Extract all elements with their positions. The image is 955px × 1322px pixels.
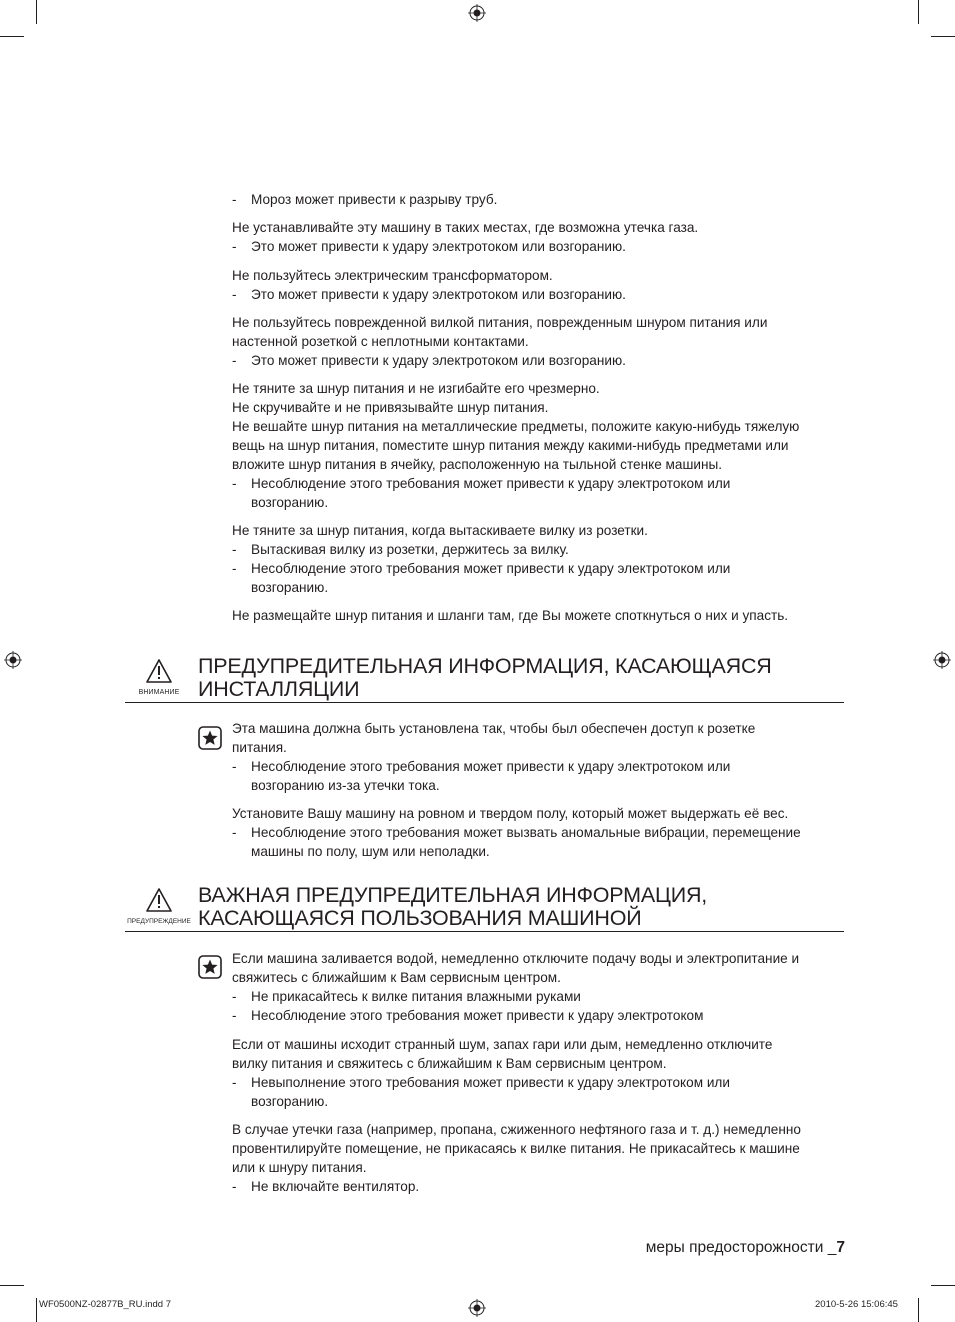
bullet-item: - Несоблюдение этого требования может привести к удару электротоком или возгоранию. xyxy=(232,561,731,595)
bullet-item: - Несоблюдение этого требования может привести к удару электротоком или возгоранию. xyxy=(232,476,731,510)
section-divider xyxy=(125,931,844,932)
crop-mark xyxy=(36,0,37,24)
section-divider xyxy=(125,702,844,703)
warning-triangle-icon xyxy=(145,887,173,913)
footer-section-name: меры предосторожности _ xyxy=(645,1239,837,1256)
bullet-item: - Не включайте вентилятор. xyxy=(232,1179,420,1194)
section-heading: ПРЕДУПРЕДИТЕЛЬНАЯ ИНФОРМАЦИЯ, КАСАЮЩАЯСЯ ИНСТАЛЛЯЦИИ xyxy=(198,654,772,701)
bullet-item: - Несоблюдение этого требования может привести к удару электротоком или возгоранию из-за утечки тока. xyxy=(232,759,731,793)
bullet-item: - Вытаскивая вилку из розетки, держитесь за вилку. xyxy=(232,542,569,557)
caution-label: ВНИМАНИЕ xyxy=(138,689,180,696)
crop-mark xyxy=(0,36,24,37)
paragraph: Не размещайте шнур питания и шланги там, где Вы можете споткнуться о них и упасть. xyxy=(232,608,789,623)
paragraph: Не тяните за шнур питания и не изгибайте его чрезмерно. Не скручивайте и не привязывайте шнур питания. Не вешайте шнур питания на металлические предметы, положите какую-нибудь тяжелую вещь на шнур питания, поместите шнур питания между какими-нибудь предметами или вложите шнур питания в ячейку, расположенную на тыльной стенке машины. xyxy=(232,381,800,472)
section-heading: ВАЖНАЯ ПРЕДУПРЕДИТЕЛЬНАЯ ИНФОРМАЦИЯ, КАСАЮЩАЯСЯ ПОЛЬЗОВАНИЯ МАШИНОЙ xyxy=(198,883,708,930)
crop-mark xyxy=(931,36,955,37)
bullet-item: - Это может привести к удару электротоком или возгоранию. xyxy=(232,239,626,254)
star-note-icon xyxy=(198,726,222,750)
registration-mark-icon xyxy=(468,4,486,22)
paragraph: Не тяните за шнур питания, когда вытаскиваете вилку из розетки. xyxy=(232,523,648,538)
page-number: 7 xyxy=(836,1239,845,1256)
bullet-item: - Это может привести к удару электротоком или возгоранию. xyxy=(232,287,626,302)
paragraph: Если машина заливается водой, немедленно отключите подачу воды и электропитание и свяжитесь с ближайшим к Вам сервисным центром. xyxy=(232,951,800,985)
bullet-item: - Мороз может привести к разрыву труб. xyxy=(232,192,498,207)
crop-mark xyxy=(36,1298,37,1322)
crop-mark xyxy=(931,1285,955,1286)
usage-text-block xyxy=(232,949,844,1196)
registration-mark-icon xyxy=(4,651,22,669)
paragraph: Не устанавливайте эту машину в таких местах, где возможна утечка газа. xyxy=(232,220,699,235)
paragraph: Если от машины исходит странный шум, запах гари или дым, немедленно отключите вилку питания и свяжитесь с ближайшим к Вам сервисным центром. xyxy=(232,1037,773,1071)
slug-date: 2010-5-26 15:06:45 xyxy=(815,1299,898,1310)
paragraph: В случае утечки газа (например, пропана, сжиженного нефтяного газа и т. д.) немедленно провентилируйте помещение, не прикасаясь к вилке питания. Не прикасайтесь к машине или к шнуру питания. xyxy=(232,1122,801,1175)
slug-file: WF0500NZ-02877B_RU.indd 7 xyxy=(39,1299,172,1310)
installation-text-block xyxy=(232,719,844,861)
crop-mark xyxy=(918,0,919,24)
registration-mark-icon xyxy=(933,651,951,669)
paragraph: Не пользуйтесь электрическим трансформатором. xyxy=(232,268,553,283)
precautions-text-block xyxy=(232,190,844,625)
registration-mark-icon xyxy=(468,1299,486,1317)
bullet-item: - Несоблюдение этого требования может привести к удару электротоком xyxy=(232,1008,704,1023)
paragraph: Эта машина должна быть установлена так, чтобы был обеспечен доступ к розетке питания. xyxy=(232,721,756,755)
warning-label: ПРЕДУПРЕЖДЕНИЕ xyxy=(127,918,191,925)
paragraph: Не пользуйтесь поврежденной вилкой питания, поврежденным шнуром питания или настенной розеткой с неплотными контактами. xyxy=(232,315,768,349)
bullet-item: - Невыполнение этого требования может привести к удару электротоком или возгоранию. xyxy=(232,1075,730,1109)
warning-triangle-icon xyxy=(145,658,173,684)
star-note-icon xyxy=(198,955,222,979)
paragraph: Установите Вашу машину на ровном и твердом полу, который может выдержать её вес. xyxy=(232,806,789,821)
bullet-item: - Не прикасайтесь к вилке питания влажными руками xyxy=(232,989,581,1004)
bullet-item: - Несоблюдение этого требования может вызвать аномальные вибрации, перемещение машины по полу, шум или неполадки. xyxy=(232,825,801,859)
caution-symbol xyxy=(124,658,194,697)
bullet-item: - Это может привести к удару электротоком или возгоранию. xyxy=(232,353,626,368)
warning-symbol xyxy=(124,887,194,926)
page-footer xyxy=(646,1239,845,1257)
crop-mark xyxy=(918,1298,919,1322)
crop-mark xyxy=(0,1285,24,1286)
